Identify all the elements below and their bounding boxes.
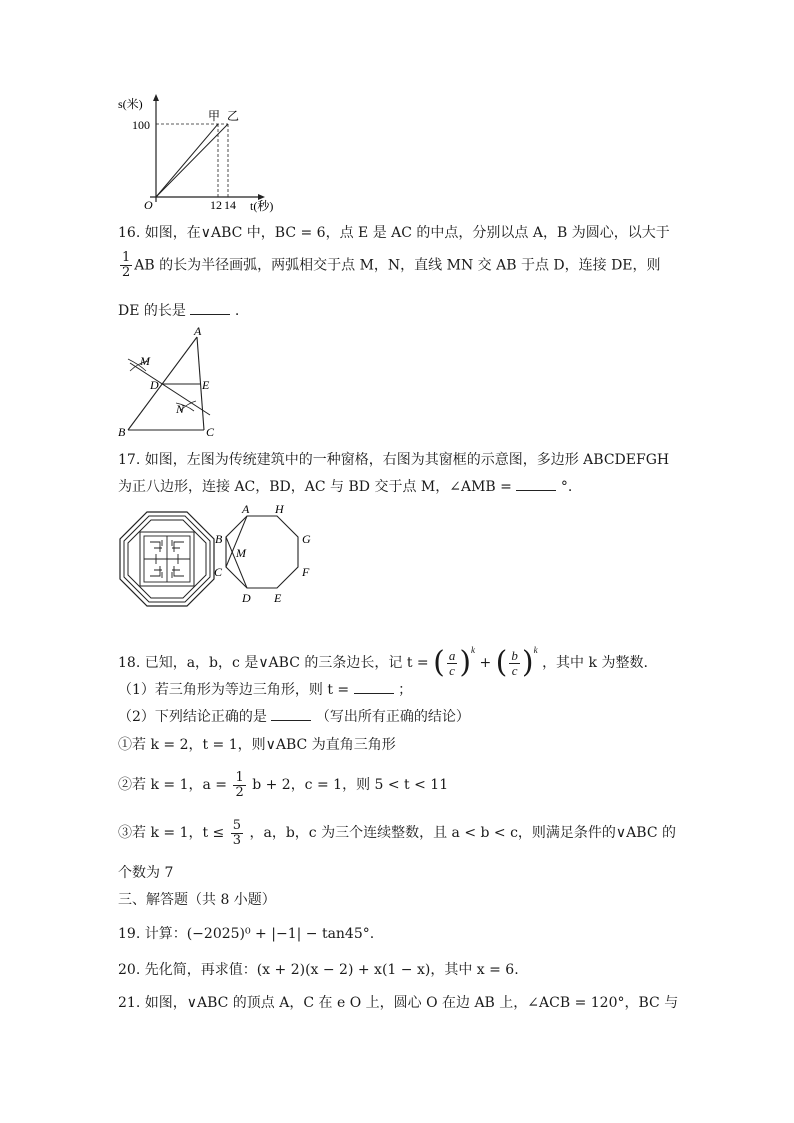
x-tick-12: 12: [210, 198, 222, 212]
q18-fraction-a-c: $\frac{a}{c}$: [448, 647, 456, 678]
q16-label-E: E: [202, 378, 210, 392]
q16-label-A: A: [194, 324, 202, 338]
q17-label-A: A: [242, 502, 250, 516]
q17-label-G: G: [302, 532, 311, 546]
section-3-heading: 三、解答题（共 8 小题）: [118, 892, 276, 908]
q18-option-1: ①若 k = 2，t = 1，则∨ABC 为直角三角形: [118, 737, 396, 753]
q16-answer-blank[interactable]: [190, 302, 230, 315]
y-tick-100: 100: [132, 118, 150, 132]
q16-text-2: AB 的长为半径画弧，两弧相交于点 M，N，直线 MN 交 AB 于点 D，连接 DE，则: [134, 257, 661, 274]
q18-text-1-end: ，其中 k 为整数.: [542, 655, 648, 671]
y-axis-arrow-icon: [153, 94, 159, 101]
origin-label: O: [144, 198, 153, 212]
q17-label-D: D: [242, 591, 251, 605]
q18-sub1: （1）若三角形为等边三角形，则 t = ；: [118, 682, 413, 698]
q16-text-3: DE 的长是: [118, 303, 186, 319]
q16-triangle-figure: [118, 325, 228, 440]
q17-text-2: 为正八边形，连接 AC，BD，AC 与 BD 交于点 M，∠AMB =: [118, 479, 512, 495]
q16-label-D: D: [150, 378, 159, 392]
q17-label-B: B: [215, 532, 223, 546]
q17-octagon-figure: [212, 502, 322, 614]
q16-line3: DE 的长是 .: [118, 303, 240, 319]
line-jia: [156, 124, 218, 197]
q17-line1: [118, 451, 669, 469]
q17-label-C: C: [214, 565, 223, 579]
q17-label-M: M: [236, 546, 246, 560]
q17-label-H: H: [275, 502, 284, 516]
q17-label-E: E: [274, 591, 282, 605]
x-axis-label: t(秒): [250, 199, 274, 213]
q20-line: 20. 先化简，再求值：(x + 2)(x − 2) + x(1 − x)，其中 x = 6.: [118, 962, 519, 978]
q17-lattice-window: [118, 510, 216, 608]
q16-text-1: 16. 如图，在∨ABC 中，BC = 6，点 E 是 AC 的中点，分别以点 A，B 为圆心，以大于: [118, 225, 670, 241]
q17-line2: 为正八边形，连接 AC，BD，AC 与 BD 交于点 M，∠AMB = °.: [118, 479, 573, 495]
q18-sub1-answer-blank[interactable]: [354, 681, 394, 694]
q18-opt3-fraction: $\frac{5}{3}$: [232, 817, 242, 848]
q18-option-3: ③若 k = 1，t ≤ $\frac{5}{3}$ ，a，b，c 为三个连续整数，且 a < b < c，则满足条件的∨ABC 的: [118, 817, 676, 848]
q16-half-fraction: $\frac{1}{2}$: [122, 250, 131, 280]
y-axis-label: s(米): [118, 97, 143, 111]
q18-sub2: （2）下列结论正确的是 （写出所有正确的结论）: [118, 709, 470, 725]
x-tick-14: 14: [224, 198, 236, 212]
q16-label-M: M: [140, 354, 150, 368]
line-yi-label: 乙: [227, 109, 240, 123]
q16-line1: [118, 224, 670, 242]
q17-text-1: 17. 如图，左图为传统建筑中的一种窗格，右图为其窗框的示意图，多边形 ABCDEFGH: [118, 452, 670, 468]
q18-fraction-b-c: $\frac{b}{c}$: [511, 647, 518, 678]
q16-label-B: B: [118, 425, 126, 439]
q18-sub2-answer-blank[interactable]: [271, 708, 311, 721]
q17-label-F: F: [302, 565, 310, 579]
q16-line2: [118, 251, 661, 280]
distance-time-graph: [110, 92, 280, 217]
q16-label-C: C: [206, 425, 215, 439]
line-yi: [156, 124, 228, 197]
q18-text-1: 18. 已知，a，b，c 是∨ABC 的三条边长，记 t =: [118, 655, 429, 671]
line-jia-label: 甲: [208, 109, 221, 123]
q18-opt2-fraction: $\frac{1}{2}$: [235, 769, 244, 800]
q16-label-N: N: [176, 402, 185, 416]
q19-line: 19. 计算：(−2025)⁰ + |−1| − tan45°.: [118, 926, 375, 942]
q18-line1: 18. 已知，a，b，c 是∨ABC 的三条边长，记 t = ( $\frac{a}{c}$ )$^k$ + ( $\frac{b}{c}$ )$^k$ ，其中 k 为整数.: [118, 645, 648, 680]
q18-option-2: ②若 k = 1，a = $\frac{1}{2}$ b + 2，c = 1，则 5 < t < 11: [118, 769, 449, 800]
q21-line: 21. 如图，∨ABC 的顶点 A，C 在 e O 上，圆心 O 在边 AB 上，∠ACB = 120°，BC 与: [118, 995, 679, 1011]
q18-option-3-cont: 个数为 7: [118, 865, 174, 881]
q17-answer-blank[interactable]: [516, 478, 556, 491]
